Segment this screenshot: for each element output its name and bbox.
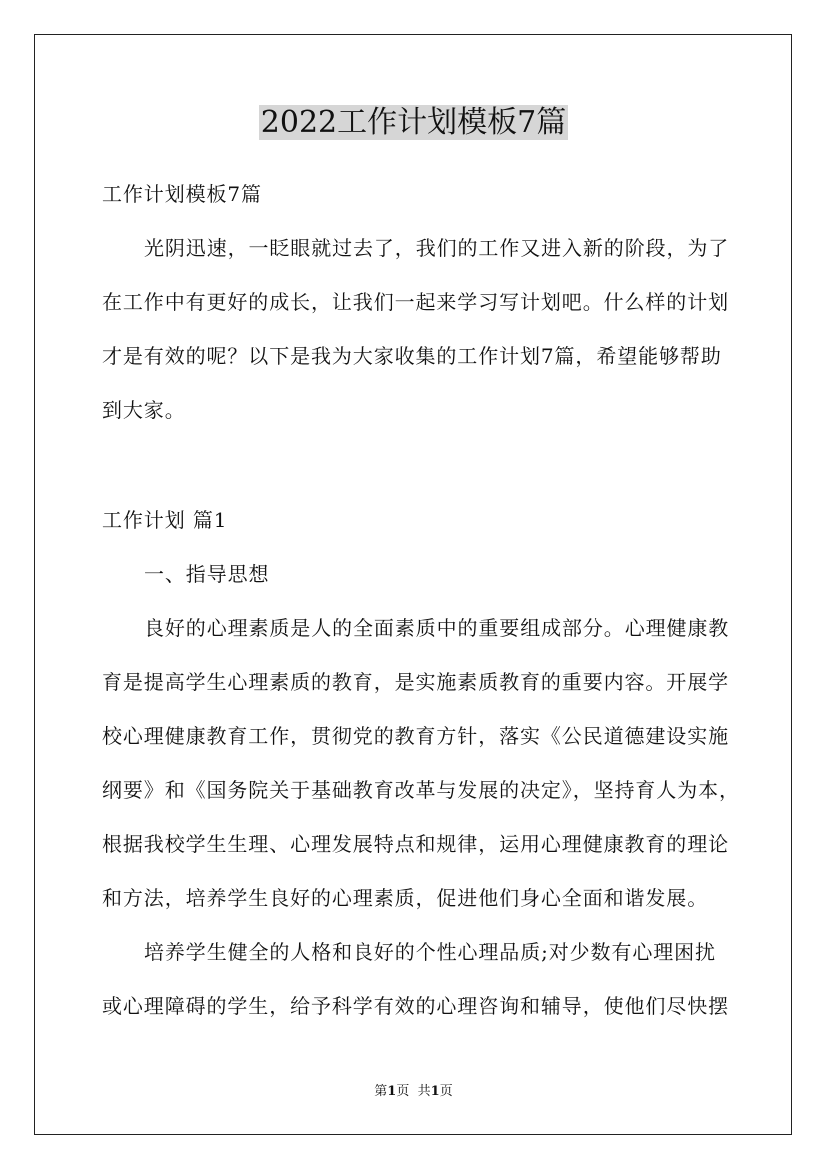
sub-heading: 一、指导思想 xyxy=(144,562,270,586)
para1-line-4: 纲要》和《国务院关于基础教育改革与发展的决定》，坚持育人为本， xyxy=(102,778,740,802)
document-title xyxy=(0,104,827,142)
footer-page-suffix: 页 xyxy=(396,1084,410,1099)
para1-line-3: 校心理健康教育工作，贯彻党的教育方针，落实《公民道德建设实施 xyxy=(102,724,729,748)
para1-line-6: 和方法，培养学生良好的心理素质，促进他们身心全面和谐发展。 xyxy=(102,886,709,910)
footer-total-prefix: 共 xyxy=(417,1084,431,1099)
intro-line-3: 才是有效的呢？以下是我为大家收集的工作计划7篇，希望能够帮助 xyxy=(102,344,722,368)
para1-line-5: 根据我校学生生理、心理发展特点和规律，运用心理健康教育的理论 xyxy=(102,832,729,856)
title-text: 2022工作计划模板7篇 xyxy=(260,105,567,140)
intro-line-2: 在工作中有更好的成长，让我们一起来学习写计划吧。什么样的计划 xyxy=(102,290,729,314)
page-footer xyxy=(0,1083,827,1101)
intro-line-4: 到大家。 xyxy=(102,398,186,422)
footer-total-suffix: 页 xyxy=(439,1084,453,1099)
para1-line-1: 良好的心理素质是人的全面素质中的重要组成部分。心理健康教 xyxy=(144,616,730,640)
para2-line-1: 培养学生健全的人格和良好的个性心理品质;对少数有心理困扰 xyxy=(144,940,716,964)
intro-line-1: 光阴迅速，一眨眼就过去了，我们的工作又进入新的阶段，为了 xyxy=(144,236,730,260)
para1-line-2: 育是提高学生心理素质的教育，是实施素质教育的重要内容。开展学 xyxy=(102,670,729,694)
footer-page-prefix: 第 xyxy=(374,1084,388,1099)
footer-total-number: 1 xyxy=(430,1084,440,1099)
footer-page-number: 1 xyxy=(387,1084,397,1099)
section-heading: 工作计划 篇1 xyxy=(102,508,228,532)
para2-line-2: 或心理障碍的学生，给予科学有效的心理咨询和辅导，使他们尽快摆 xyxy=(102,994,729,1018)
subtitle: 工作计划模板7篇 xyxy=(102,182,262,206)
